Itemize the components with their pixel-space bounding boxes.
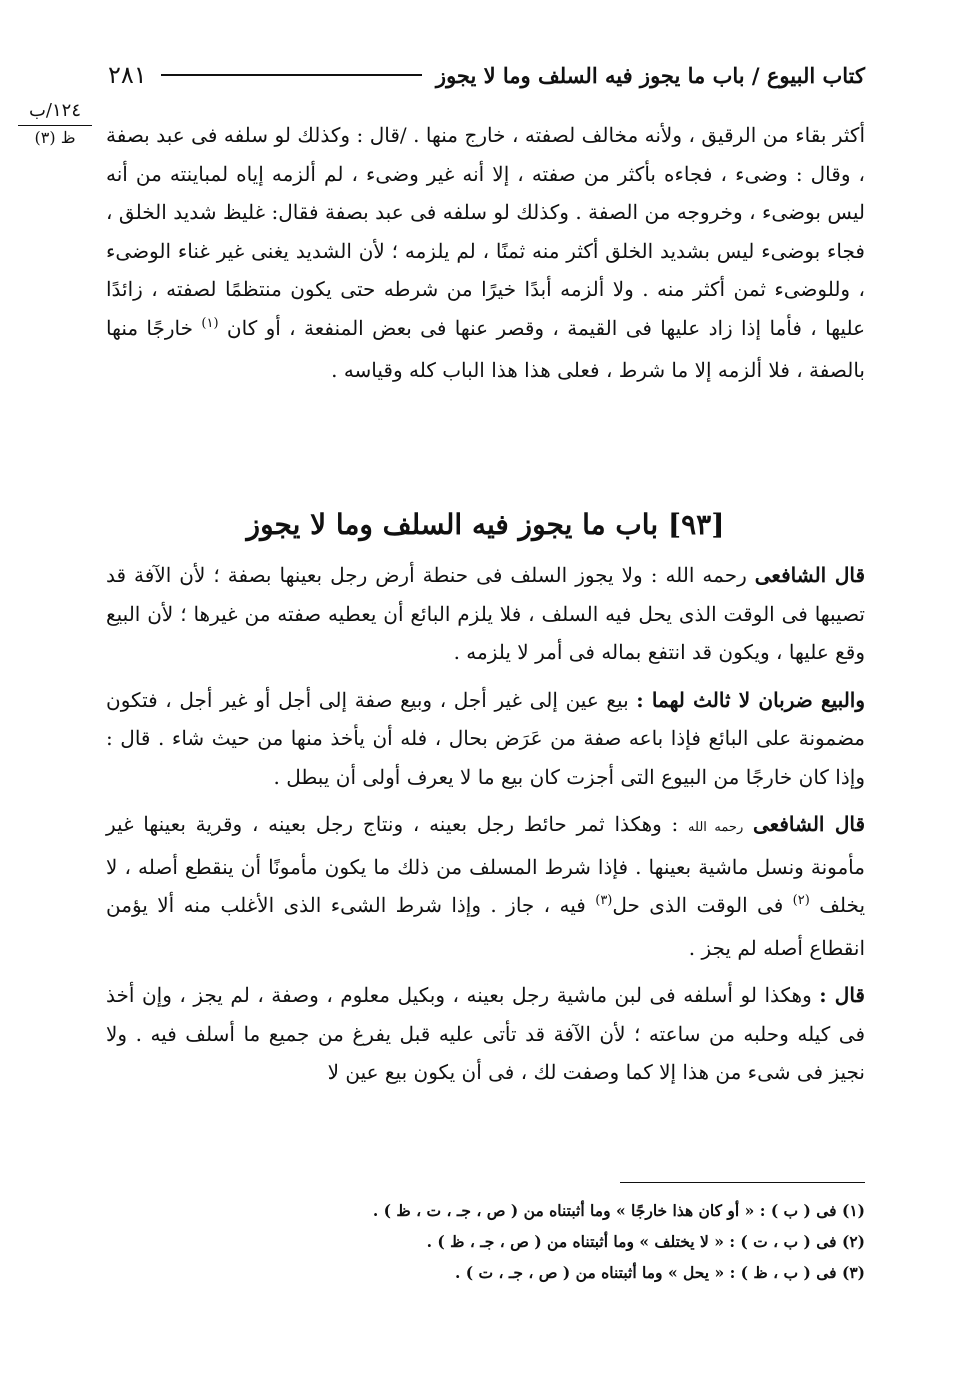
paragraph [106,681,865,797]
footnote-ref: (١) [201,315,219,331]
paragraph-text: وهكذا لو أسلفه فى لبن ماشية رجل بعينه ، وبكيل معلوم ، وصفة ، لم يجز ، وإن أخذ فى كيله وحلبه من ساعته ؛ لأن الآفة قد تأتى عليه قبل يفرغ من جميع ما أسلف فيه . ولا نجيز فى شىء من هذا إلا كما وصفت لك ، فى أن يكون بيع عين لا [106,983,865,1084]
chapter-body [106,556,865,1101]
paragraph [106,805,865,967]
footnote: (٣) فى ( ب ، ظ ) : « يحل » وما أثبتناه من ( ص ، جـ ، ت ) . [454,1263,865,1282]
footnote-rule [620,1182,865,1183]
paragraph-text: بيع عين إلى غير أجل ، وبيع صفة إلى أجل أو غير أجل ، فتكون مضمونة على البائع فإذا باعه صفة من عَرَض بحال ، فله أن يأخذ منها من حيث شاء . قال : وإذا كان خارجًا من البيوع التى أجزت كان بيع ما لا يعرف أولى أن يبطل . [106,687,865,789]
paragraph-lead: والبيع ضربان لا ثالث لهما : [636,687,866,712]
paragraph-text: فى الوقت الذى حل [612,893,784,917]
paragraph-lead: قال الشافعى [753,812,866,836]
paragraph-text: خارجًا منها بالصفة ، فلا ألزمه إلا ما شرط ، فعلى هذا هذا الباب كله وقياسه . [106,315,865,382]
paragraph [106,556,865,672]
paragraph-lead: قال الشافعى [754,563,866,587]
running-header [108,58,865,92]
header-rule [161,74,422,76]
continued-paragraph [106,116,865,390]
paragraph-text: : وهكذا ثمر حائط رجل بعينه ، ونتاج رجل بعينه ، وقرية بعينها غير مأمونة ونسل ماشية بعينها . فإذا شرط المسلف من ذلك ما يكون مأمونًا أن ينقطع أصله ، لا يخلف [106,812,866,917]
paragraph-text: فيه ، جاز . وإذا شرط الشىء الذى الأغلب منه ألا يؤمن انقطاع أصله لم يجز . [106,893,865,960]
manuscript-margin-note [18,100,92,148]
footnote-ref: (٣) [595,893,613,908]
paragraph-text: رحمه الله : ولا يجوز السلف فى حنطة أرض رجل بعينها بصفة ؛ لأن الآفة قد تصيبها فى الوقت الذى يحل فيه السلف ، فلا يلزم البائع أن يعطيه صفته من غيرها ؛ لأن البيع وقع عليها ، ويكون قد انتفع بماله فى أمر لا يلزمه . [106,563,865,664]
paragraph [106,976,865,1092]
footnotes [106,1195,865,1288]
footnote: (١) فى ( ب ) : « أو كان هذا خارجًا » وما أثبتناه من ( ص ، جـ ، ت ، ظ ) . [372,1201,865,1220]
manuscript-folio: ١٢٤/ب [18,100,92,126]
running-title: كتاب البيوع / باب ما يجوز فيه السلف وما لا يجوز [435,62,865,88]
paragraph-text: أكثر بقاء من الرقيق ، ولأنه مخالف لصفته ، خارج منها . /قال : وكذلك لو سلفه فى عبد بصفة ، وقال : وضىء ، فجاءه بأكثر من صفته ، إلا أنه غير وضىء ، لم ألزمه إياه لمباينته من أنه ليس بوضىء ، وخروجه من الصفة . وكذلك لو سلفه فى عبد بصفة فقال: غليظ شديد الخلق ، فجاء بوضىء ليس بشديد الخلق أكثر منه ثمنًا ، لم يلزمه ؛ لأن الشديد يغنى غير غناء الوضىء ، وللوضىء ثمن أكثر منه . ولا ألزمه أبدًا خيرًا من شرطه حتى يكون منتظمًا لصفته ، زائدًا عليها ، فأما إذا زاد عليها فى القيمة ، وقصر عنها فى بعض المنفعة ، أو كان [106,123,866,340]
honorific-glyph: رحمه الله [688,820,744,835]
footnote: (٢) فى ( ب ، ت ) : « لا يختلف » وما أثبتناه من ( ص ، جـ ، ظ ) . [426,1232,865,1251]
manuscript-code: ظ (٣) [34,127,76,147]
footnote-ref: (٢) [792,893,810,908]
paragraph-lead: قال : [819,983,865,1007]
chapter-title: [٩٣] باب ما يجوز فيه السلف وما لا يجوز [246,508,725,541]
paragraph [106,116,865,390]
page-number: ٢٨١ [108,61,147,89]
